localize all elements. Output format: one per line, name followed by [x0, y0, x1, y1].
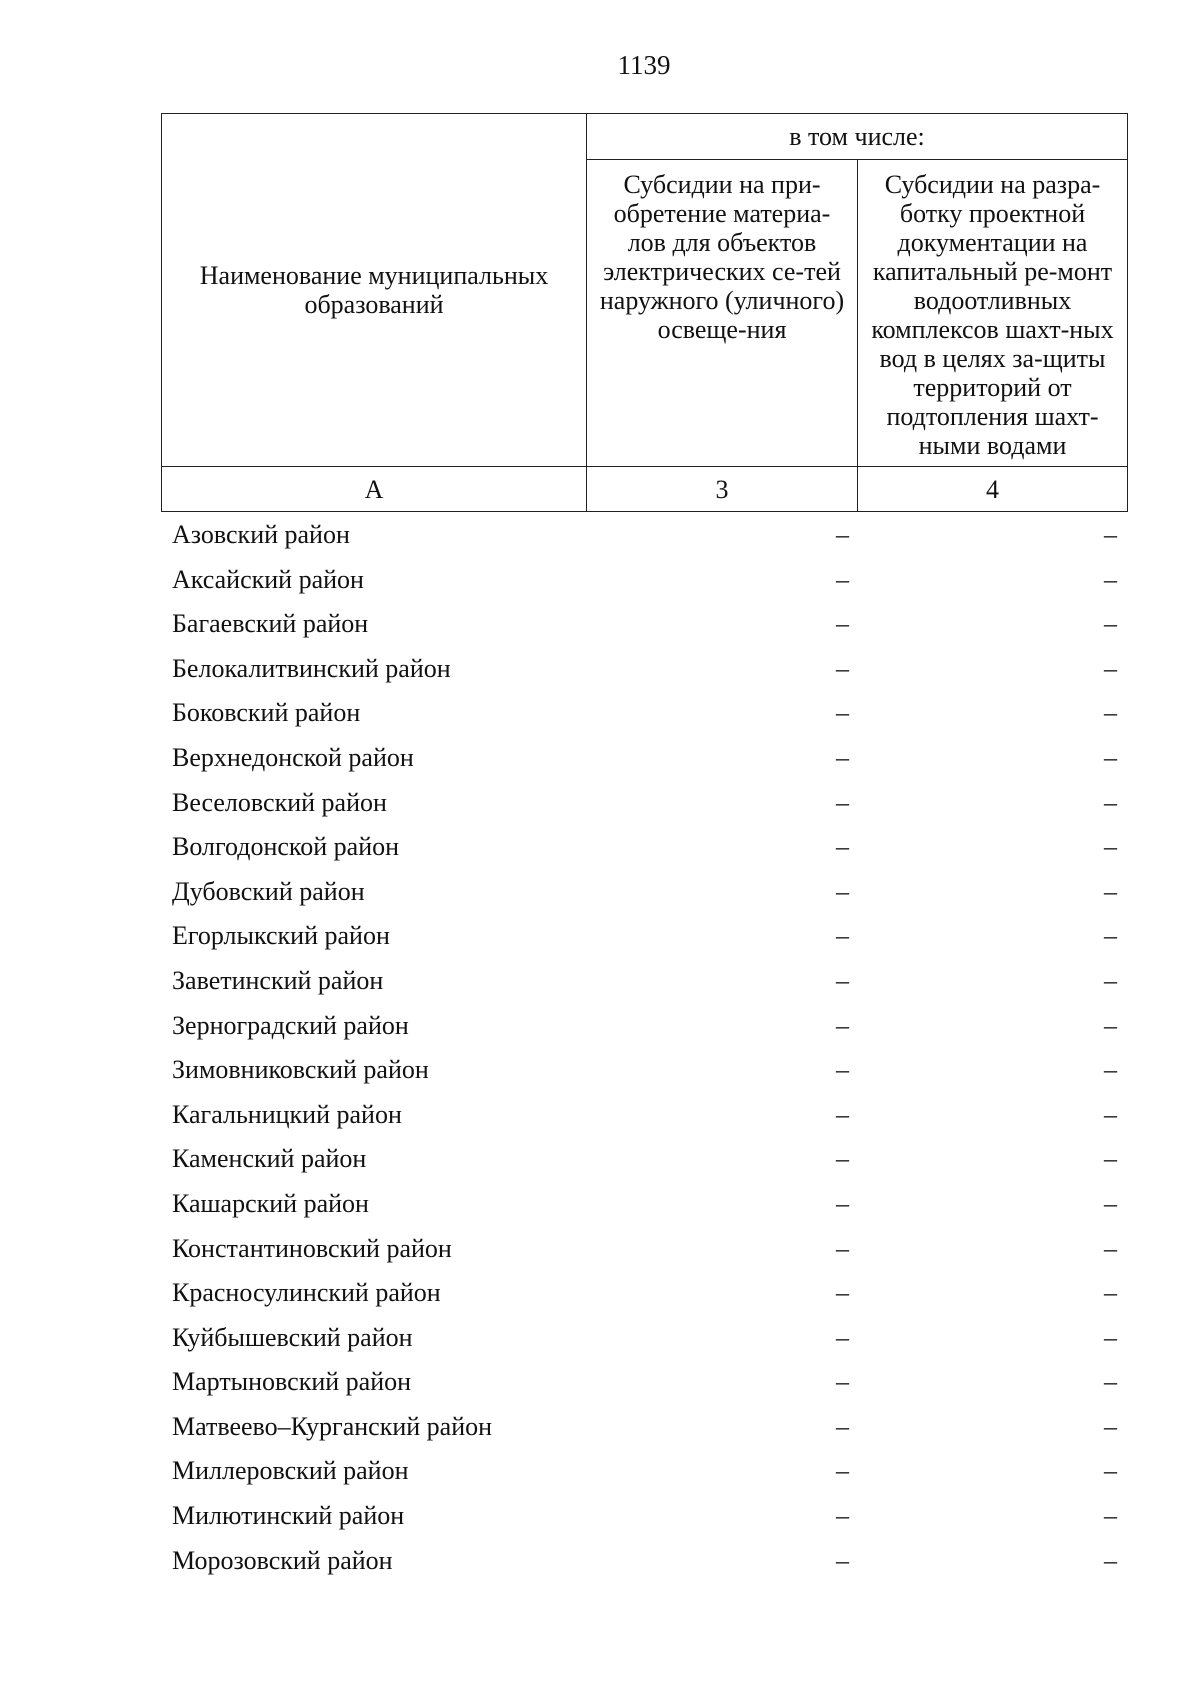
table-row — [161, 558, 1127, 603]
value-col-3: – — [836, 876, 849, 906]
value-col-4: – — [1104, 1233, 1117, 1263]
value-col-3: – — [836, 1456, 849, 1486]
value-col-4: – — [1104, 1144, 1117, 1174]
value-col-3: – — [836, 787, 849, 817]
municipality-name: Мартыновский район — [172, 1367, 412, 1397]
value-col-4: – — [1104, 1501, 1117, 1531]
header-group-including: в том числе: — [587, 114, 1128, 160]
page-number: 1139 — [617, 50, 671, 80]
municipality-name: Дубовский район — [172, 876, 365, 906]
municipality-name: Кашарский район — [172, 1188, 369, 1218]
value-col-3: – — [836, 1367, 849, 1397]
municipality-name: Зерноградский район — [172, 1010, 409, 1040]
value-col-4: – — [1104, 564, 1117, 594]
table-row — [161, 1539, 1127, 1584]
value-col-4: – — [1104, 698, 1117, 728]
municipality-name: Веселовский район — [172, 787, 387, 817]
value-col-3: – — [836, 1099, 849, 1129]
municipality-name: Зимовниковский район — [172, 1055, 429, 1085]
value-col-3: – — [836, 1144, 849, 1174]
table-row — [161, 914, 1127, 959]
header-col-3-lighting-subsidies: Субсидии на при-обретение материа-лов для объектов электрических се-тей наружного (уличного) освеще-ния — [587, 160, 858, 467]
table-row — [161, 1227, 1127, 1272]
table-header — [161, 113, 1128, 512]
municipality-name: Егорлыкский район — [172, 921, 390, 951]
table-row — [161, 513, 1127, 558]
value-col-3: – — [836, 698, 849, 728]
municipality-name: Верхнедонской район — [172, 742, 414, 772]
table-row — [161, 1494, 1127, 1539]
value-col-4: – — [1104, 1278, 1117, 1308]
value-col-4: – — [1104, 1099, 1117, 1129]
table-row — [161, 691, 1127, 736]
municipality-name: Миллеровский район — [172, 1456, 409, 1486]
table-row — [161, 647, 1127, 692]
municipality-name: Багаевский район — [172, 609, 369, 639]
header-index-a: А — [162, 467, 587, 512]
value-col-4: – — [1104, 1411, 1117, 1441]
table-row — [161, 870, 1127, 915]
value-col-4: – — [1104, 921, 1117, 951]
value-col-3: – — [836, 921, 849, 951]
municipality-name: Морозовский район — [172, 1545, 393, 1575]
value-col-3: – — [836, 1188, 849, 1218]
value-col-3: – — [836, 653, 849, 683]
value-col-3: – — [836, 1233, 849, 1263]
value-col-4: – — [1104, 787, 1117, 817]
value-col-3: – — [836, 742, 849, 772]
table-row — [161, 1449, 1127, 1494]
municipality-name: Белокалитвинский район — [172, 653, 451, 683]
value-col-4: – — [1104, 520, 1117, 549]
municipality-name: Заветинский район — [172, 965, 384, 995]
value-col-3: – — [836, 520, 849, 549]
value-col-3: – — [836, 1278, 849, 1308]
value-col-4: – — [1104, 1055, 1117, 1085]
value-col-4: – — [1104, 1367, 1117, 1397]
value-col-3: – — [836, 1411, 849, 1441]
municipality-name: Волгодонской район — [172, 832, 400, 862]
table-row — [161, 1093, 1127, 1138]
municipality-name: Константиновский район — [172, 1233, 452, 1263]
value-col-3: – — [836, 1545, 849, 1575]
table-row — [161, 736, 1127, 781]
value-col-4: – — [1104, 832, 1117, 862]
municipality-name: Кагальницкий район — [172, 1099, 402, 1129]
value-col-4: – — [1104, 876, 1117, 906]
value-col-4: – — [1104, 1545, 1117, 1575]
header-index-4: 4 — [858, 467, 1128, 512]
table-row — [161, 1137, 1127, 1182]
table-row — [161, 1360, 1127, 1405]
value-col-3: – — [836, 609, 849, 639]
value-col-4: – — [1104, 1188, 1117, 1218]
table-row — [161, 959, 1127, 1004]
value-col-3: – — [836, 1010, 849, 1040]
table-row — [161, 1004, 1127, 1049]
municipality-name: Боковский район — [172, 698, 361, 728]
table-row — [161, 781, 1127, 826]
value-col-4: – — [1104, 742, 1117, 772]
table-row — [161, 1405, 1127, 1450]
value-col-3: – — [836, 965, 849, 995]
municipality-name: Каменский район — [172, 1144, 367, 1174]
table-row — [161, 1271, 1127, 1316]
value-col-4: – — [1104, 965, 1117, 995]
header-municipality-name: Наименование муниципальных образований — [162, 114, 587, 467]
value-col-4: – — [1104, 609, 1117, 639]
municipality-name: Аксайский район — [172, 564, 364, 594]
table-row — [161, 1316, 1127, 1361]
municipality-name: Милютинский район — [172, 1501, 405, 1531]
value-col-3: – — [836, 1501, 849, 1531]
table-body — [161, 513, 1127, 1583]
value-col-3: – — [836, 1322, 849, 1352]
header-index-3: 3 — [587, 467, 858, 512]
municipality-name: Куйбышевский район — [172, 1322, 413, 1352]
municipality-name: Матвеево–Курганский район — [172, 1411, 493, 1441]
table-row — [161, 1048, 1127, 1093]
value-col-3: – — [836, 564, 849, 594]
table-row — [161, 825, 1127, 870]
value-col-4: – — [1104, 1456, 1117, 1486]
municipality-name: Азовский район — [172, 520, 350, 549]
value-col-4: – — [1104, 1322, 1117, 1352]
table-row — [161, 1182, 1127, 1227]
municipality-name: Красносулинский район — [172, 1278, 441, 1308]
header-col-4-drainage-subsidies: Субсидии на разра-ботку проектной документации на капитальный ре-монт водоотливных комплексов шахт-ных вод в целях за-щиты территорий от подтопления шахт-ными водами — [858, 160, 1128, 467]
value-col-4: – — [1104, 1010, 1117, 1040]
value-col-4: – — [1104, 653, 1117, 683]
value-col-3: – — [836, 1055, 849, 1085]
table-row — [161, 602, 1127, 647]
value-col-3: – — [836, 832, 849, 862]
